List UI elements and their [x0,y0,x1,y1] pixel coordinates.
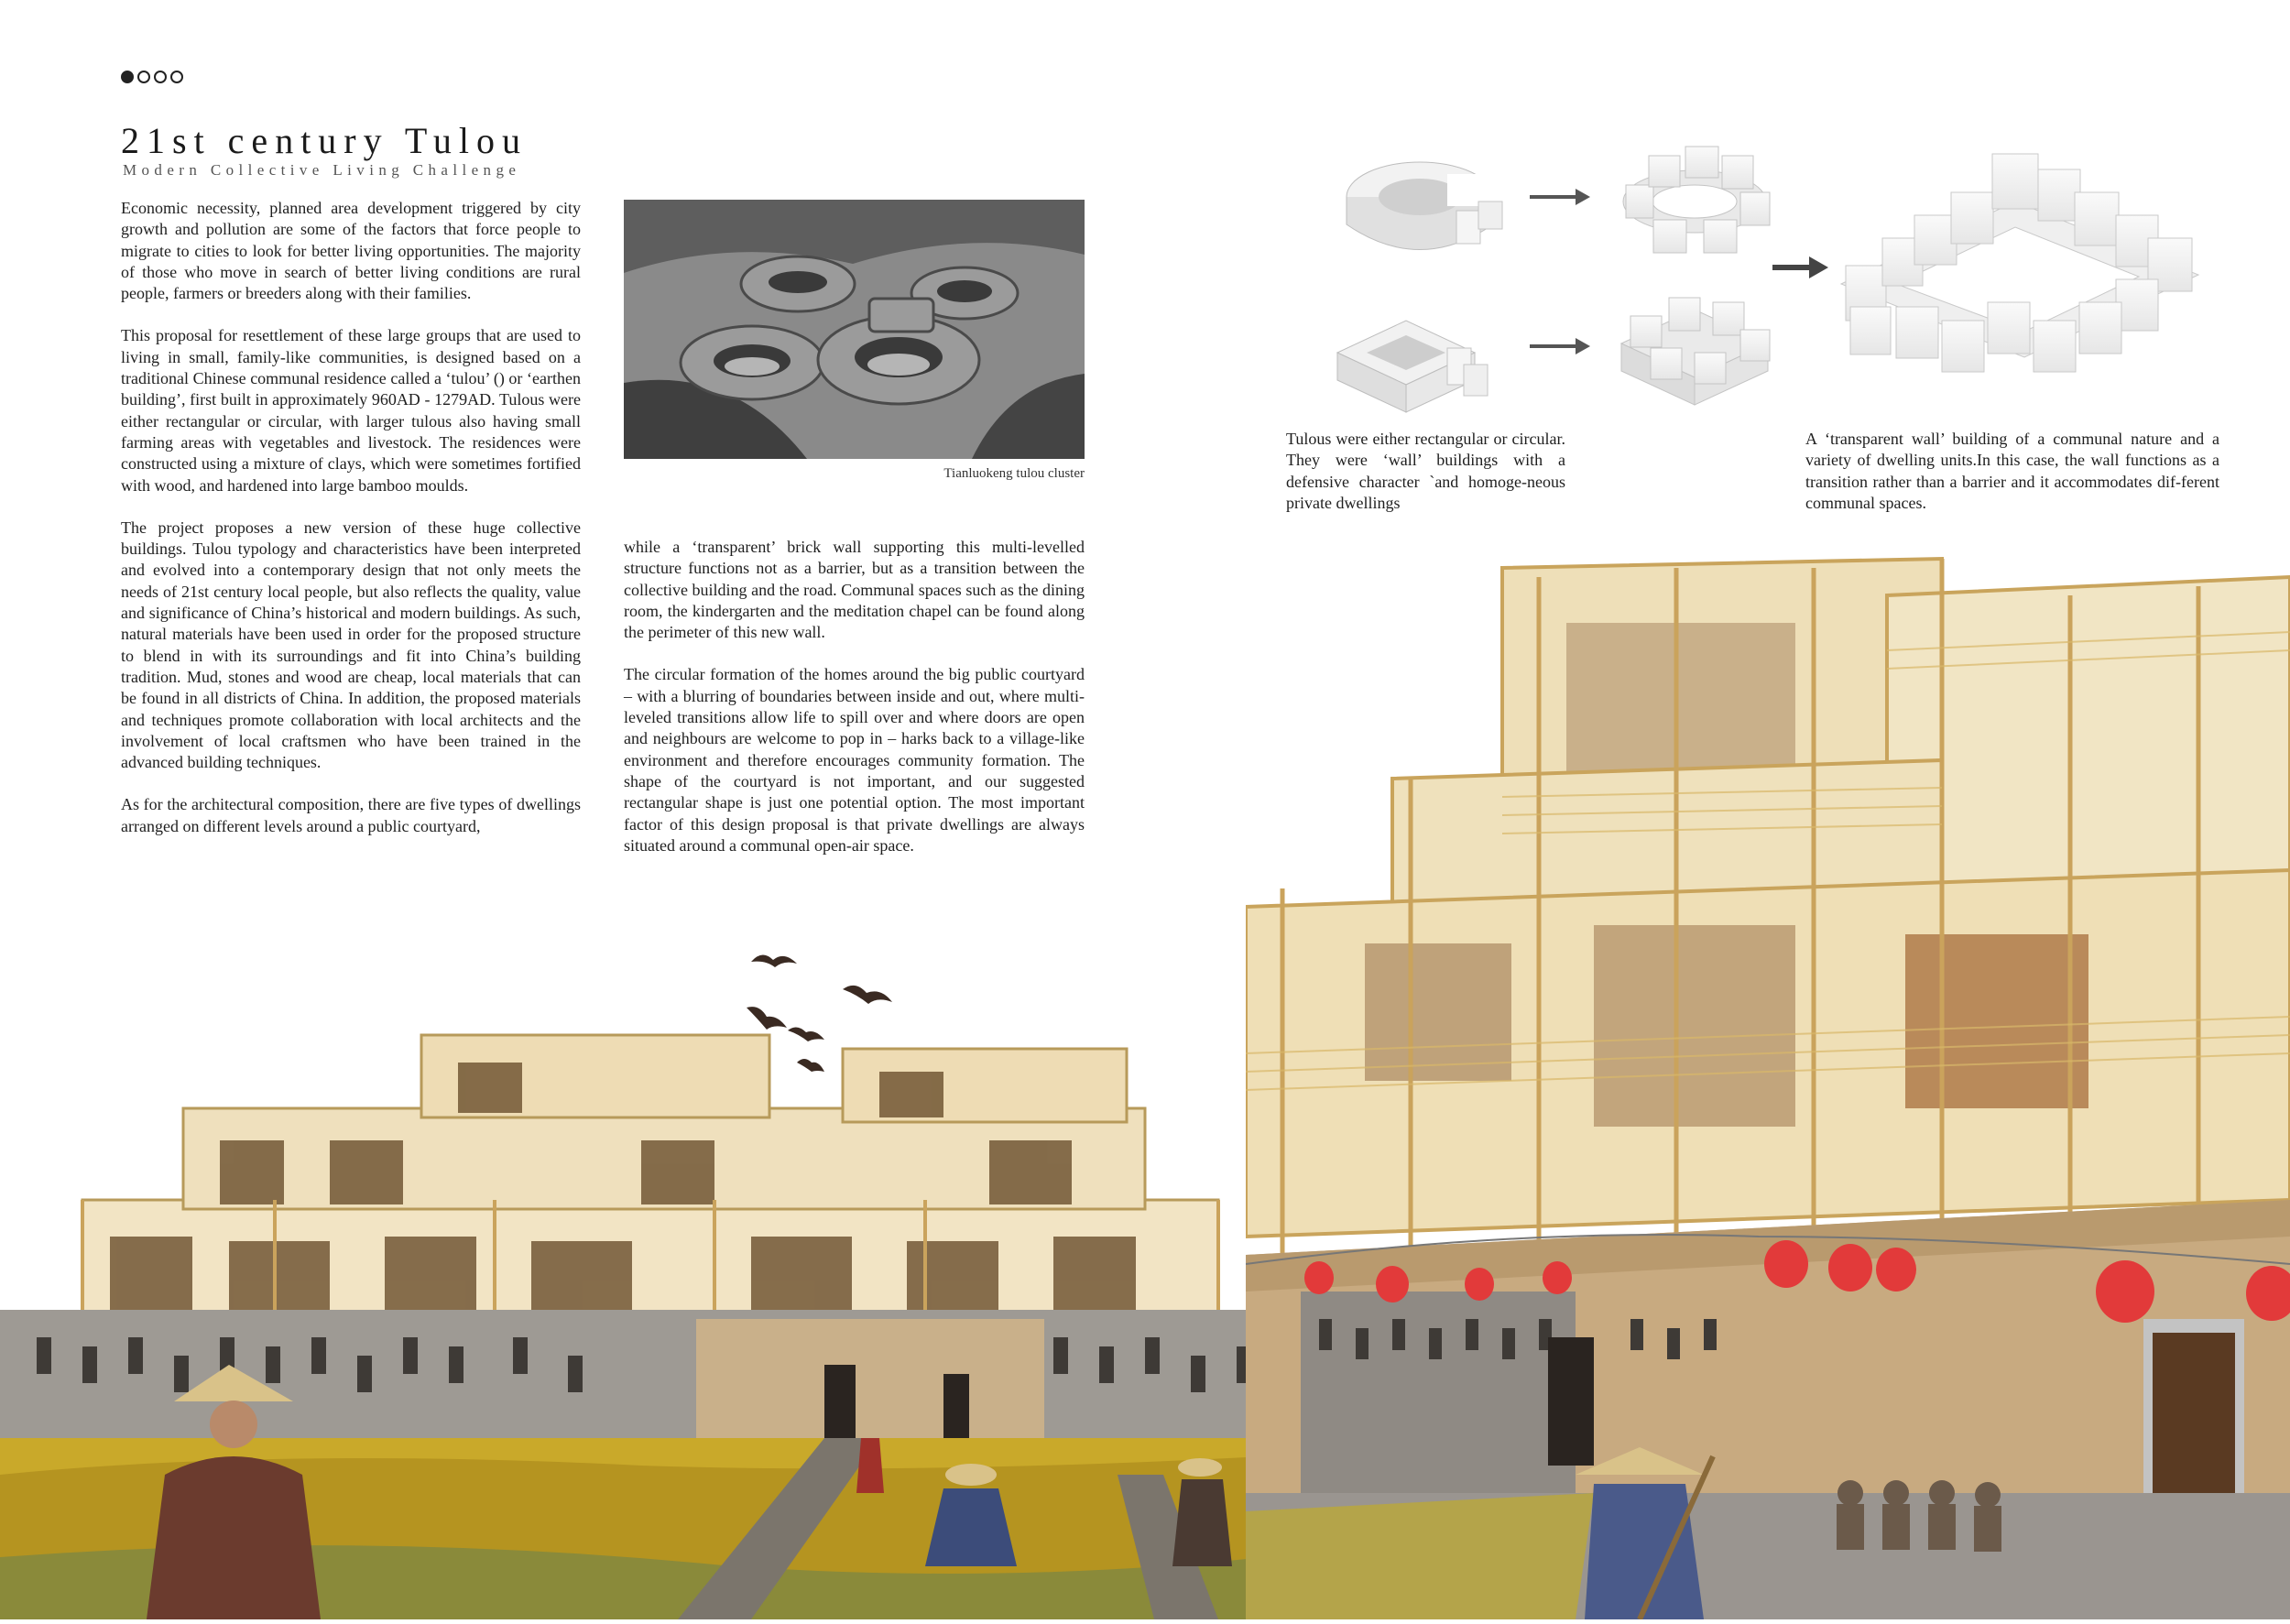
page-indicator [121,71,183,83]
paragraph: while a ‘transparent’ brick wall supporting this multi-levelled structure functions not as a barrier, but as a transition between the collective building and the road. Communal spaces such as the dining room, the kindergarten and the meditation chapel can be found along the perimeter of this new wall. [624,538,1085,642]
render-bamboo-structure [1246,540,2290,1624]
perforated-brick-wall [0,1310,1264,1456]
tulou-aerial-photo [624,200,1085,459]
rectangular-tulou-icon [1337,321,1488,412]
page-dot [137,71,150,83]
diagram-caption-left: Tulous were either rectangular or circular. They were ‘wall’ buildings with a defensive character `and homoge-neous private dwellings [1286,430,1565,512]
rectangular-modules-icon [1621,298,1770,405]
paragraph: The circular formation of the homes around the big public courtyard – with a blurring of boundaries between inside and out, where multi-leveled transitions allow life to spill over and where doors are open and neighbours are welcome to pop in – harks back to a village-like environment and therefore encourages community formation. The shape of the courtyard is not important, and our suggested rectangular shape is just one potential option. The most important factor of this design proposal is that private dwellings are always situated around a communal open-air space. [624,665,1085,855]
circular-tulou-icon [1347,162,1502,250]
paragraph: This proposal for resettlement of these large groups that are used to living in small, family-like communities, is designed based on a traditional Chinese communal residence called a ‘tulou’ () or ‘earthen building’, first built in approximately 960AD - 1279AD. Tulous were either rectangular or circular, with larger tulous also having small farming areas with vegetables and livestock. The residences were constructed using a mixture of clays, which were sometimes fortified with wood, and hardened into large bamboo moulds. [121,326,581,495]
paragraph: The project proposes a new version of these huge collective buildings. Tulou typology and characteristics have been interpreted and evolved into a contemporary design that not only meets the needs of 21st century local people, but also reflects the quality, value and significance of China’s historical and modern buildings. As such, natural materials have been used in order for the proposed structure to blend in with its surroundings and fit into China’s building tradition. Mud, stones and wood are cheap, local materials that can be found in all districts of China. In addition, the proposed materials and techniques promote collaboration with local architects and the involvement of local craftsmen who have been trained in the advanced building techniques. [121,518,581,772]
page-dot [154,71,167,83]
upper-floors [82,1035,1218,1328]
page-title: 21st century Tulou [121,120,529,161]
paragraph: Economic necessity, planned area development triggered by city growth and pollution are some of the factors that force people to migrate to cities to look for better living opportunities. The majority of those who move in search of better living conditions are rural people, farmers or breeders along with their families. [121,199,581,303]
page-dot-active [121,71,134,83]
paragraph: As for the architectural composition, there are five types of dwellings arranged on different levels around a public courtyard, [121,795,581,835]
arrow-right-icon [1530,338,1590,354]
page-subtitle: Modern Collective Living Challenge [123,161,521,179]
body-text-right [624,537,1085,877]
bamboo-frames [1246,559,2290,1273]
page-dot [170,71,183,83]
render-courtyard-fields [0,925,1264,1624]
earthen-wall [1246,1200,2290,1530]
typology-diagram [1310,128,2226,426]
arrow-right-icon [1530,189,1590,205]
arrow-right-icon [1772,256,1828,278]
body-text-left [121,198,581,858]
circular-modules-icon [1623,147,1770,253]
transparent-wall-cluster-icon [1841,154,2198,372]
diagram-caption-right: A ‘transparent wall’ building of a communal nature and a variety of dwelling units.In this case, the wall functions as a transition rather than a barrier and it accommodates dif-ferent communal spaces. [1805,430,2219,512]
photo-caption: Tianluokeng tulou cluster [943,466,1085,481]
